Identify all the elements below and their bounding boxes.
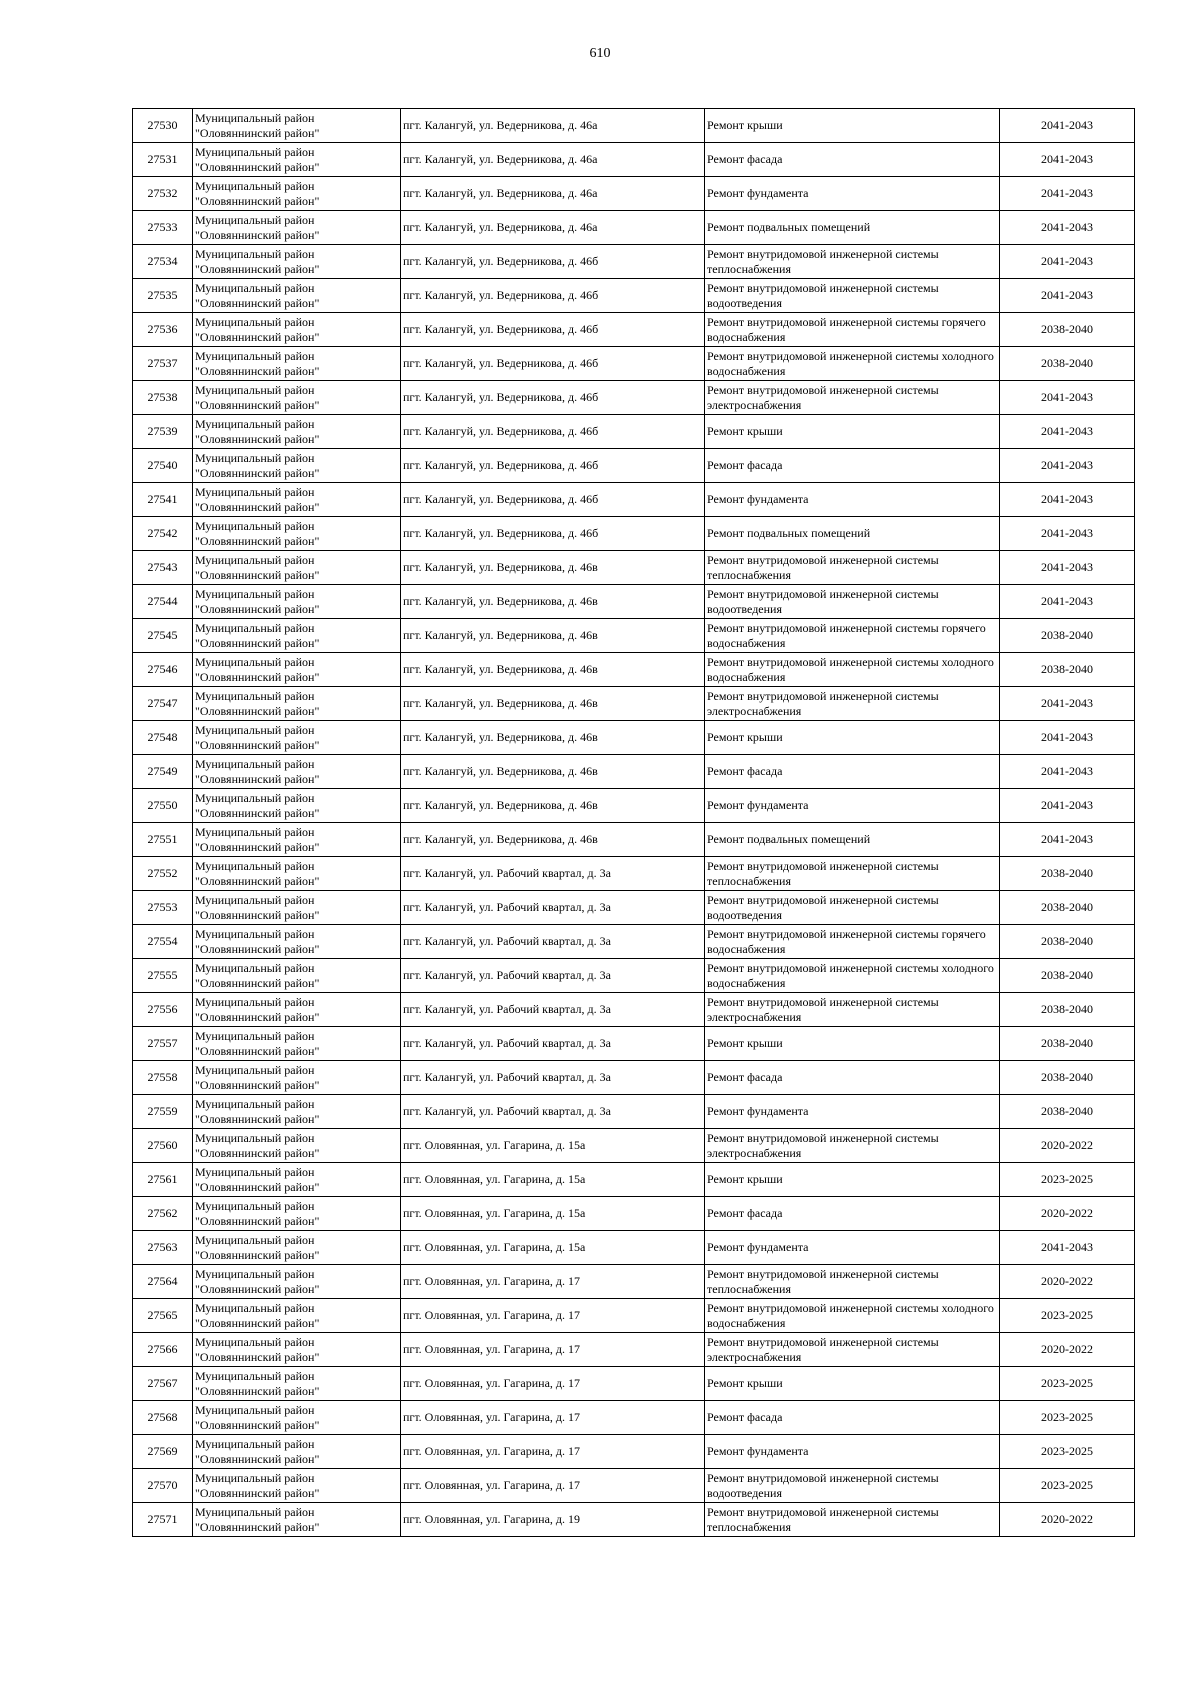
municipality-cell: Муниципальный район "Оловяннинский район" (193, 211, 401, 245)
work-type-cell: Ремонт внутридомовой инженерной системы холодного водоснабжения (705, 347, 1000, 381)
municipality-cell: Муниципальный район "Оловяннинский район" (193, 551, 401, 585)
table-row (133, 245, 1135, 279)
table-row (133, 1061, 1135, 1095)
municipality-cell: Муниципальный район "Оловяннинский район" (193, 415, 401, 449)
period-cell: 2038-2040 (1000, 993, 1135, 1027)
period-cell: 2020-2022 (1000, 1503, 1135, 1537)
municipality-cell: Муниципальный район "Оловяннинский район" (193, 1095, 401, 1129)
address-cell: пгт. Калангуй, ул. Рабочий квартал, д. 3а (401, 857, 705, 891)
row-number-cell: 27538 (133, 381, 193, 415)
work-type-cell: Ремонт фундамента (705, 1231, 1000, 1265)
period-cell: 2038-2040 (1000, 653, 1135, 687)
period-cell: 2038-2040 (1000, 857, 1135, 891)
table-row (133, 1435, 1135, 1469)
address-cell: пгт. Калангуй, ул. Ведерникова, д. 46б (401, 517, 705, 551)
address-cell: пгт. Калангуй, ул. Ведерникова, д. 46а (401, 177, 705, 211)
municipality-cell: Муниципальный район "Оловяннинский район" (193, 1469, 401, 1503)
address-cell: пгт. Калангуй, ул. Ведерникова, д. 46а (401, 109, 705, 143)
work-type-cell: Ремонт внутридомовой инженерной системы водоотведения (705, 279, 1000, 313)
work-type-cell: Ремонт внутридомовой инженерной системы водоотведения (705, 891, 1000, 925)
table-row (133, 313, 1135, 347)
municipality-cell: Муниципальный район "Оловяннинский район" (193, 959, 401, 993)
table-row (133, 653, 1135, 687)
municipality-cell: Муниципальный район "Оловяннинский район" (193, 1435, 401, 1469)
work-type-cell: Ремонт подвальных помещений (705, 823, 1000, 857)
work-type-cell: Ремонт внутридомовой инженерной системы горячего водоснабжения (705, 925, 1000, 959)
page-number: 610 (589, 46, 611, 61)
address-cell: пгт. Калангуй, ул. Ведерникова, д. 46в (401, 619, 705, 653)
period-cell: 2041-2043 (1000, 211, 1135, 245)
period-cell: 2023-2025 (1000, 1367, 1135, 1401)
period-cell: 2038-2040 (1000, 959, 1135, 993)
work-type-cell: Ремонт фасада (705, 1197, 1000, 1231)
row-number-cell: 27547 (133, 687, 193, 721)
table-row (133, 585, 1135, 619)
period-cell: 2041-2043 (1000, 483, 1135, 517)
period-cell: 2023-2025 (1000, 1401, 1135, 1435)
period-cell: 2038-2040 (1000, 313, 1135, 347)
row-number-cell: 27544 (133, 585, 193, 619)
table-row (133, 1503, 1135, 1537)
table-body (133, 109, 1135, 1537)
row-number-cell: 27546 (133, 653, 193, 687)
row-number-cell: 27543 (133, 551, 193, 585)
address-cell: пгт. Калангуй, ул. Рабочий квартал, д. 3а (401, 891, 705, 925)
row-number-cell: 27532 (133, 177, 193, 211)
table-row (133, 857, 1135, 891)
period-cell: 2020-2022 (1000, 1197, 1135, 1231)
row-number-cell: 27555 (133, 959, 193, 993)
table-row (133, 1265, 1135, 1299)
work-type-cell: Ремонт внутридомовой инженерной системы теплоснабжения (705, 1503, 1000, 1537)
work-type-cell: Ремонт внутридомовой инженерной системы электроснабжения (705, 993, 1000, 1027)
municipality-cell: Муниципальный район "Оловяннинский район" (193, 1163, 401, 1197)
address-cell: пгт. Оловянная, ул. Гагарина, д. 15а (401, 1163, 705, 1197)
address-cell: пгт. Калангуй, ул. Ведерникова, д. 46б (401, 347, 705, 381)
table-row (133, 211, 1135, 245)
address-cell: пгт. Калангуй, ул. Рабочий квартал, д. 3а (401, 1027, 705, 1061)
municipality-cell: Муниципальный район "Оловяннинский район" (193, 1027, 401, 1061)
table-row (133, 891, 1135, 925)
municipality-cell: Муниципальный район "Оловяннинский район" (193, 381, 401, 415)
table-row (133, 177, 1135, 211)
municipality-cell: Муниципальный район "Оловяннинский район" (193, 687, 401, 721)
period-cell: 2041-2043 (1000, 823, 1135, 857)
work-type-cell: Ремонт крыши (705, 1027, 1000, 1061)
period-cell: 2041-2043 (1000, 279, 1135, 313)
period-cell: 2041-2043 (1000, 585, 1135, 619)
address-cell: пгт. Калангуй, ул. Рабочий квартал, д. 3а (401, 925, 705, 959)
table-row (133, 721, 1135, 755)
period-cell: 2038-2040 (1000, 891, 1135, 925)
municipality-cell: Муниципальный район "Оловяннинский район" (193, 1061, 401, 1095)
address-cell: пгт. Оловянная, ул. Гагарина, д. 19 (401, 1503, 705, 1537)
address-cell: пгт. Калангуй, ул. Ведерникова, д. 46б (401, 415, 705, 449)
table-row (133, 1231, 1135, 1265)
address-cell: пгт. Оловянная, ул. Гагарина, д. 17 (401, 1265, 705, 1299)
period-cell: 2038-2040 (1000, 1061, 1135, 1095)
row-number-cell: 27558 (133, 1061, 193, 1095)
table-row (133, 959, 1135, 993)
period-cell: 2041-2043 (1000, 1231, 1135, 1265)
period-cell: 2023-2025 (1000, 1469, 1135, 1503)
row-number-cell: 27548 (133, 721, 193, 755)
table-row (133, 381, 1135, 415)
work-type-cell: Ремонт подвальных помещений (705, 517, 1000, 551)
address-cell: пгт. Калангуй, ул. Рабочий квартал, д. 3а (401, 1095, 705, 1129)
period-cell: 2041-2043 (1000, 381, 1135, 415)
work-type-cell: Ремонт фасада (705, 1061, 1000, 1095)
row-number-cell: 27535 (133, 279, 193, 313)
period-cell: 2041-2043 (1000, 109, 1135, 143)
work-type-cell: Ремонт фасада (705, 755, 1000, 789)
address-cell: пгт. Калангуй, ул. Ведерникова, д. 46а (401, 211, 705, 245)
row-number-cell: 27545 (133, 619, 193, 653)
address-cell: пгт. Калангуй, ул. Рабочий квартал, д. 3а (401, 959, 705, 993)
table-row (133, 551, 1135, 585)
row-number-cell: 27557 (133, 1027, 193, 1061)
work-type-cell: Ремонт внутридомовой инженерной системы холодного водоснабжения (705, 959, 1000, 993)
period-cell: 2020-2022 (1000, 1265, 1135, 1299)
table-row (133, 1163, 1135, 1197)
row-number-cell: 27560 (133, 1129, 193, 1163)
row-number-cell: 27566 (133, 1333, 193, 1367)
municipality-cell: Муниципальный район "Оловяннинский район" (193, 925, 401, 959)
row-number-cell: 27549 (133, 755, 193, 789)
period-cell: 2023-2025 (1000, 1435, 1135, 1469)
table-row (133, 347, 1135, 381)
row-number-cell: 27553 (133, 891, 193, 925)
period-cell: 2041-2043 (1000, 721, 1135, 755)
municipality-cell: Муниципальный район "Оловяннинский район" (193, 1197, 401, 1231)
row-number-cell: 27564 (133, 1265, 193, 1299)
work-type-cell: Ремонт внутридомовой инженерной системы электроснабжения (705, 1129, 1000, 1163)
work-type-cell: Ремонт внутридомовой инженерной системы водоотведения (705, 585, 1000, 619)
period-cell: 2041-2043 (1000, 143, 1135, 177)
municipality-cell: Муниципальный район "Оловяннинский район" (193, 857, 401, 891)
address-cell: пгт. Калангуй, ул. Ведерникова, д. 46б (401, 483, 705, 517)
row-number-cell: 27570 (133, 1469, 193, 1503)
row-number-cell: 27563 (133, 1231, 193, 1265)
table-row (133, 1095, 1135, 1129)
work-type-cell: Ремонт внутридомовой инженерной системы горячего водоснабжения (705, 619, 1000, 653)
work-type-cell: Ремонт подвальных помещений (705, 211, 1000, 245)
row-number-cell: 27569 (133, 1435, 193, 1469)
period-cell: 2023-2025 (1000, 1163, 1135, 1197)
address-cell: пгт. Калангуй, ул. Ведерникова, д. 46в (401, 551, 705, 585)
work-type-cell: Ремонт фасада (705, 1401, 1000, 1435)
table-row (133, 483, 1135, 517)
address-cell: пгт. Калангуй, ул. Рабочий квартал, д. 3а (401, 1061, 705, 1095)
period-cell: 2041-2043 (1000, 449, 1135, 483)
work-type-cell: Ремонт внутридомовой инженерной системы холодного водоснабжения (705, 1299, 1000, 1333)
address-cell: пгт. Калангуй, ул. Ведерникова, д. 46б (401, 381, 705, 415)
municipality-cell: Муниципальный район "Оловяннинский район" (193, 143, 401, 177)
municipality-cell: Муниципальный район "Оловяннинский район" (193, 653, 401, 687)
address-cell: пгт. Калангуй, ул. Ведерникова, д. 46б (401, 313, 705, 347)
work-type-cell: Ремонт внутридомовой инженерной системы электроснабжения (705, 1333, 1000, 1367)
row-number-cell: 27536 (133, 313, 193, 347)
period-cell: 2041-2043 (1000, 755, 1135, 789)
table-row (133, 1299, 1135, 1333)
table-row (133, 279, 1135, 313)
municipality-cell: Муниципальный район "Оловяннинский район" (193, 891, 401, 925)
address-cell: пгт. Оловянная, ул. Гагарина, д. 15а (401, 1197, 705, 1231)
municipality-cell: Муниципальный район "Оловяннинский район" (193, 789, 401, 823)
row-number-cell: 27559 (133, 1095, 193, 1129)
municipality-cell: Муниципальный район "Оловяннинский район" (193, 279, 401, 313)
table-row (133, 993, 1135, 1027)
work-type-cell: Ремонт крыши (705, 109, 1000, 143)
row-number-cell: 27567 (133, 1367, 193, 1401)
work-type-cell: Ремонт фундамента (705, 1435, 1000, 1469)
work-type-cell: Ремонт фундамента (705, 789, 1000, 823)
municipality-cell: Муниципальный район "Оловяннинский район" (193, 483, 401, 517)
table-row (133, 1367, 1135, 1401)
municipality-cell: Муниципальный район "Оловяннинский район" (193, 313, 401, 347)
table-row (133, 143, 1135, 177)
work-type-cell: Ремонт внутридомовой инженерной системы теплоснабжения (705, 1265, 1000, 1299)
work-type-cell: Ремонт крыши (705, 1367, 1000, 1401)
row-number-cell: 27531 (133, 143, 193, 177)
address-cell: пгт. Оловянная, ул. Гагарина, д. 17 (401, 1299, 705, 1333)
municipality-cell: Муниципальный район "Оловяннинский район" (193, 517, 401, 551)
work-type-cell: Ремонт внутридомовой инженерной системы горячего водоснабжения (705, 313, 1000, 347)
municipality-cell: Муниципальный район "Оловяннинский район" (193, 1231, 401, 1265)
address-cell: пгт. Оловянная, ул. Гагарина, д. 15а (401, 1231, 705, 1265)
row-number-cell: 27537 (133, 347, 193, 381)
address-cell: пгт. Оловянная, ул. Гагарина, д. 17 (401, 1333, 705, 1367)
municipality-cell: Муниципальный район "Оловяннинский район" (193, 347, 401, 381)
row-number-cell: 27530 (133, 109, 193, 143)
row-number-cell: 27542 (133, 517, 193, 551)
work-type-cell: Ремонт фундамента (705, 177, 1000, 211)
municipality-cell: Муниципальный район "Оловяннинский район" (193, 1503, 401, 1537)
municipality-cell: Муниципальный район "Оловяннинский район" (193, 619, 401, 653)
address-cell: пгт. Калангуй, ул. Ведерникова, д. 46б (401, 279, 705, 313)
table-row (133, 823, 1135, 857)
municipality-cell: Муниципальный район "Оловяннинский район" (193, 1401, 401, 1435)
work-type-cell: Ремонт внутридомовой инженерной системы электроснабжения (705, 687, 1000, 721)
table-row (133, 1469, 1135, 1503)
work-type-cell: Ремонт крыши (705, 1163, 1000, 1197)
work-type-cell: Ремонт фасада (705, 449, 1000, 483)
work-type-cell: Ремонт фундамента (705, 1095, 1000, 1129)
work-type-cell: Ремонт фасада (705, 143, 1000, 177)
period-cell: 2041-2043 (1000, 517, 1135, 551)
table-row (133, 1333, 1135, 1367)
work-type-cell: Ремонт внутридомовой инженерной системы теплоснабжения (705, 551, 1000, 585)
row-number-cell: 27540 (133, 449, 193, 483)
table-row (133, 687, 1135, 721)
work-type-cell: Ремонт внутридомовой инженерной системы теплоснабжения (705, 245, 1000, 279)
row-number-cell: 27541 (133, 483, 193, 517)
municipality-cell: Муниципальный район "Оловяннинский район" (193, 721, 401, 755)
work-type-cell: Ремонт внутридомовой инженерной системы водоотведения (705, 1469, 1000, 1503)
table-row (133, 1401, 1135, 1435)
row-number-cell: 27556 (133, 993, 193, 1027)
municipality-cell: Муниципальный район "Оловяннинский район" (193, 449, 401, 483)
municipality-cell: Муниципальный район "Оловяннинский район" (193, 585, 401, 619)
work-type-cell: Ремонт внутридомовой инженерной системы теплоснабжения (705, 857, 1000, 891)
municipality-cell: Муниципальный район "Оловяннинский район" (193, 1265, 401, 1299)
period-cell: 2041-2043 (1000, 789, 1135, 823)
period-cell: 2041-2043 (1000, 687, 1135, 721)
municipality-cell: Муниципальный район "Оловяннинский район" (193, 109, 401, 143)
work-type-cell: Ремонт внутридомовой инженерной системы холодного водоснабжения (705, 653, 1000, 687)
address-cell: пгт. Оловянная, ул. Гагарина, д. 17 (401, 1367, 705, 1401)
municipality-cell: Муниципальный район "Оловяннинский район" (193, 755, 401, 789)
row-number-cell: 27533 (133, 211, 193, 245)
period-cell: 2038-2040 (1000, 1095, 1135, 1129)
row-number-cell: 27568 (133, 1401, 193, 1435)
address-cell: пгт. Калангуй, ул. Ведерникова, д. 46в (401, 789, 705, 823)
table-row (133, 755, 1135, 789)
period-cell: 2038-2040 (1000, 619, 1135, 653)
work-type-cell: Ремонт крыши (705, 415, 1000, 449)
municipality-cell: Муниципальный район "Оловяннинский район" (193, 1367, 401, 1401)
row-number-cell: 27539 (133, 415, 193, 449)
period-cell: 2041-2043 (1000, 551, 1135, 585)
period-cell: 2041-2043 (1000, 415, 1135, 449)
row-number-cell: 27554 (133, 925, 193, 959)
municipality-cell: Муниципальный район "Оловяннинский район" (193, 1299, 401, 1333)
row-number-cell: 27561 (133, 1163, 193, 1197)
table-row (133, 619, 1135, 653)
period-cell: 2020-2022 (1000, 1129, 1135, 1163)
address-cell: пгт. Калангуй, ул. Ведерникова, д. 46а (401, 143, 705, 177)
municipality-cell: Муниципальный район "Оловяннинский район" (193, 993, 401, 1027)
table-row (133, 1027, 1135, 1061)
row-number-cell: 27565 (133, 1299, 193, 1333)
address-cell: пгт. Калангуй, ул. Ведерникова, д. 46в (401, 653, 705, 687)
work-type-cell: Ремонт крыши (705, 721, 1000, 755)
municipality-cell: Муниципальный район "Оловяннинский район" (193, 823, 401, 857)
address-cell: пгт. Калангуй, ул. Ведерникова, д. 46в (401, 755, 705, 789)
row-number-cell: 27552 (133, 857, 193, 891)
address-cell: пгт. Оловянная, ул. Гагарина, д. 17 (401, 1469, 705, 1503)
period-cell: 2038-2040 (1000, 1027, 1135, 1061)
row-number-cell: 27551 (133, 823, 193, 857)
period-cell: 2038-2040 (1000, 925, 1135, 959)
municipality-cell: Муниципальный район "Оловяннинский район" (193, 1333, 401, 1367)
address-cell: пгт. Калангуй, ул. Ведерникова, д. 46б (401, 449, 705, 483)
table-row (133, 415, 1135, 449)
address-cell: пгт. Калангуй, ул. Ведерникова, д. 46в (401, 721, 705, 755)
row-number-cell: 27534 (133, 245, 193, 279)
table-row (133, 925, 1135, 959)
capital-repair-table (132, 108, 1135, 1537)
address-cell: пгт. Оловянная, ул. Гагарина, д. 17 (401, 1435, 705, 1469)
work-type-cell: Ремонт фундамента (705, 483, 1000, 517)
address-cell: пгт. Калангуй, ул. Ведерникова, д. 46в (401, 585, 705, 619)
municipality-cell: Муниципальный район "Оловяннинский район" (193, 1129, 401, 1163)
address-cell: пгт. Калангуй, ул. Ведерникова, д. 46в (401, 823, 705, 857)
period-cell: 2023-2025 (1000, 1299, 1135, 1333)
address-cell: пгт. Оловянная, ул. Гагарина, д. 17 (401, 1401, 705, 1435)
row-number-cell: 27550 (133, 789, 193, 823)
address-cell: пгт. Калангуй, ул. Ведерникова, д. 46б (401, 245, 705, 279)
address-cell: пгт. Оловянная, ул. Гагарина, д. 15а (401, 1129, 705, 1163)
period-cell: 2041-2043 (1000, 245, 1135, 279)
period-cell: 2038-2040 (1000, 347, 1135, 381)
period-cell: 2020-2022 (1000, 1333, 1135, 1367)
period-cell: 2041-2043 (1000, 177, 1135, 211)
table-row (133, 1197, 1135, 1231)
table-row (133, 449, 1135, 483)
address-cell: пгт. Калангуй, ул. Ведерникова, д. 46в (401, 687, 705, 721)
table-row (133, 109, 1135, 143)
table-row (133, 517, 1135, 551)
municipality-cell: Муниципальный район "Оловяннинский район" (193, 245, 401, 279)
work-type-cell: Ремонт внутридомовой инженерной системы электроснабжения (705, 381, 1000, 415)
row-number-cell: 27571 (133, 1503, 193, 1537)
row-number-cell: 27562 (133, 1197, 193, 1231)
table-row (133, 1129, 1135, 1163)
address-cell: пгт. Калангуй, ул. Рабочий квартал, д. 3а (401, 993, 705, 1027)
municipality-cell: Муниципальный район "Оловяннинский район" (193, 177, 401, 211)
table-row (133, 789, 1135, 823)
